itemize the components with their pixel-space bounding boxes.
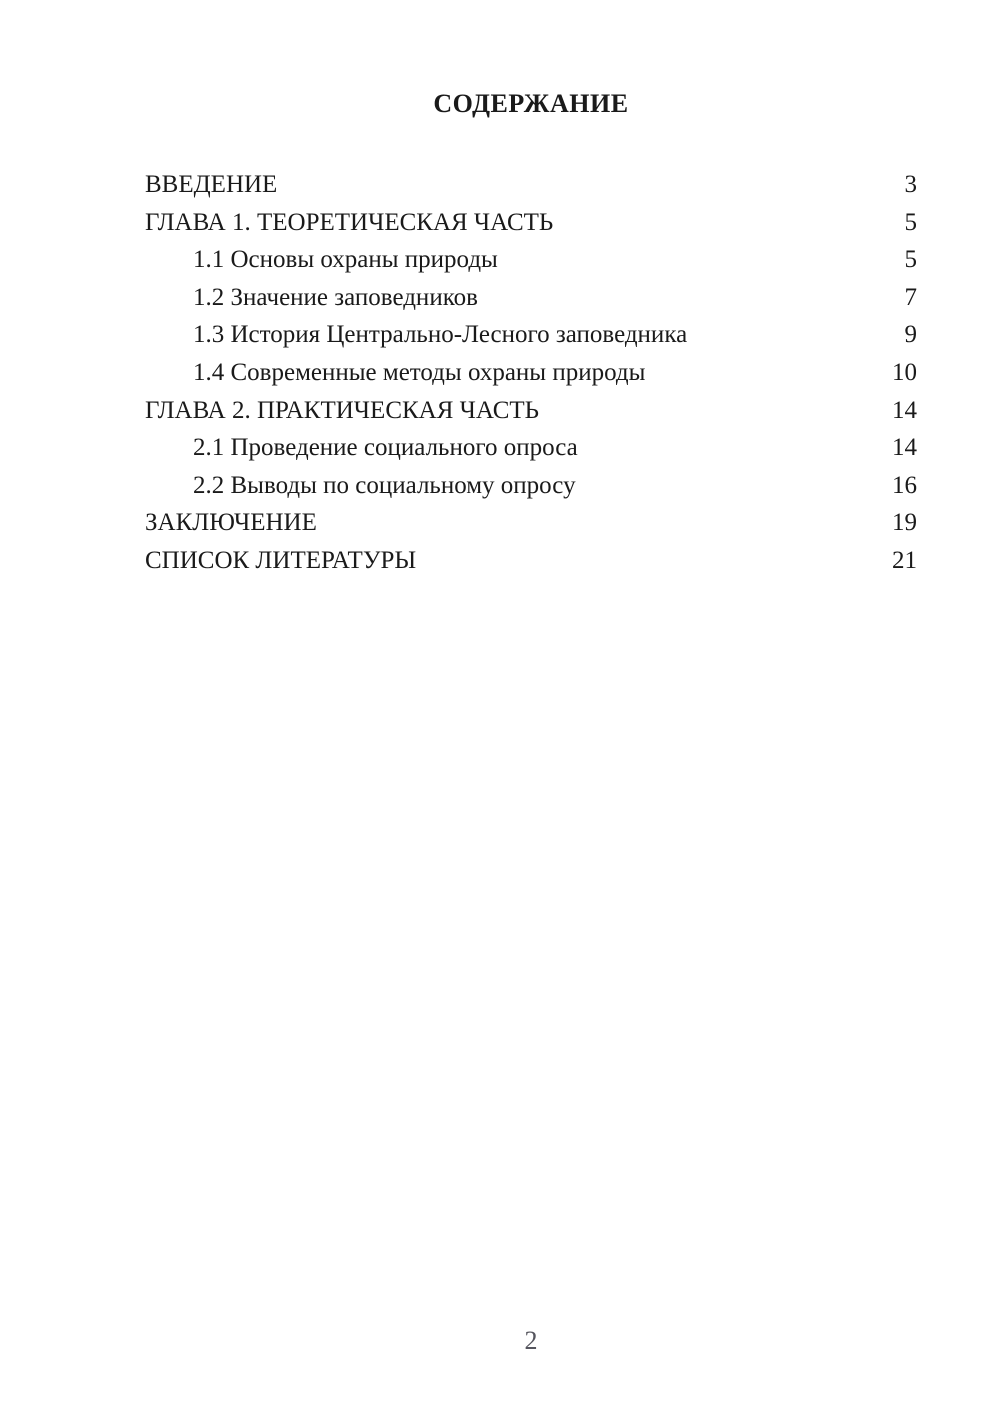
toc-entry-label: 2.1 Проведение социального опроса: [193, 434, 578, 462]
toc-entry-label: ГЛАВА 2. ПРАКТИЧЕСКАЯ ЧАСТЬ: [145, 396, 540, 424]
toc-entry: [145, 504, 917, 542]
toc-entry-label: ВВЕДЕНИЕ: [145, 171, 278, 198]
toc-entry: [145, 241, 917, 279]
toc-entry-label: ЗАКЛЮЧЕНИЕ: [145, 509, 317, 537]
toc-entry-label: ГЛАВА 1. ТЕОРЕТИЧЕСКАЯ ЧАСТЬ: [145, 208, 554, 236]
toc-entry-label: 2.2 Выводы по социальному опросу: [193, 471, 576, 499]
toc-entry-page-number: 5: [904, 246, 917, 274]
footer-page-number: 2: [524, 1326, 538, 1355]
toc-entry: [145, 204, 917, 242]
toc-entry-page-number: 19: [892, 509, 917, 537]
page-content: [145, 88, 917, 580]
table-of-contents: [145, 166, 917, 580]
toc-entry-label: 1.1 Основы охраны природы: [193, 246, 498, 274]
toc-entry-page-number: 9: [904, 321, 917, 349]
toc-entry: [145, 354, 917, 392]
toc-entry: [145, 467, 917, 505]
toc-entry-page-number: 10: [892, 358, 917, 386]
toc-entry-page-number: 3: [904, 171, 917, 198]
toc-entry-page-number: 16: [892, 471, 917, 499]
toc-entry: [145, 392, 917, 430]
page-title: СОДЕРЖАНИЕ: [433, 89, 629, 118]
toc-entry: [145, 316, 917, 354]
toc-entry: [145, 429, 917, 467]
toc-entry-label: 1.4 Современные методы охраны природы: [193, 358, 646, 386]
toc-entry-label: СПИСОК ЛИТЕРАТУРЫ: [145, 546, 417, 574]
toc-entry-label: 1.2 Значение заповедников: [193, 283, 478, 311]
toc-entry: [145, 542, 917, 580]
toc-entry: [145, 166, 917, 204]
toc-entry-page-number: 21: [892, 546, 917, 574]
toc-entry-page-number: 7: [904, 283, 917, 311]
toc-entry: [145, 279, 917, 317]
toc-entry-page-number: 14: [892, 396, 917, 424]
toc-entry-label: 1.3 История Центрально-Лесного заповедника: [193, 321, 688, 349]
toc-entry-page-number: 14: [892, 434, 917, 462]
toc-entry-page-number: 5: [904, 208, 917, 236]
